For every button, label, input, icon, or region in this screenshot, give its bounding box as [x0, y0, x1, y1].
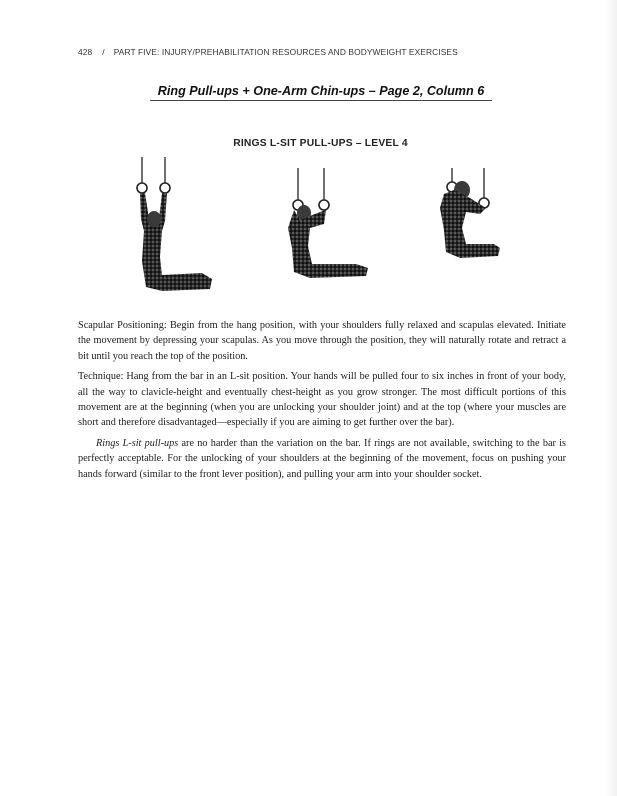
paragraph-technique: Technique: Hang from the bar in an L-sit position. Your hands will be pulled four to six inches in front of your body, all the way to clavicle-height and eventually chest-height as you grow stronger. The most difficult portions of this movement are at the beginning (when you are unlocking your shoulder joint) and at the top (where your muscles are short and therefore disadvantaged—especially if you are aiming to get further over the bar).	[78, 371, 566, 429]
page-edge-shadow	[605, 0, 617, 796]
figure-l-sit-top	[438, 168, 502, 260]
running-title: PART FIVE: INJURY/PREHABILITATION RESOURCES AND BODYWEIGHT EXERCISES	[113, 47, 458, 57]
figure-l-sit-hang	[132, 157, 214, 293]
running-header	[78, 47, 458, 57]
page-number: 428	[78, 47, 93, 57]
page-title: Ring Pull-ups + One-Arm Chin-ups – Page 2, Column 6	[150, 84, 492, 101]
section-heading: RINGS L-SIT PULL-UPS – LEVEL 4	[233, 138, 408, 149]
paragraph-scapular-positioning: Scapular Positioning: Begin from the hang position, with your shoulders fully relaxed and scapulas elevated. Initiate the movement by depressing your scapulas. As you move through the position, they will naturally rotate and retract a bit until you reach the top of the position.	[78, 320, 566, 362]
body-text	[78, 318, 566, 487]
header-separator: /	[102, 47, 105, 57]
paragraph-rings-l-sit	[78, 436, 566, 482]
rings-l-sit-text: are no harder than the variation on the bar. If rings are not available, switching to the bar is perfectly acceptable. For the unlocking of your shoulders at the beginning of the movement, focus on pushing your hands forward (similar to the front lever position), and pulling your arm into your shoulder socket.	[78, 437, 566, 480]
rings-l-sit-emphasis: Rings L-sit pull-ups	[96, 437, 179, 449]
figure-l-sit-mid-pull	[280, 168, 370, 280]
